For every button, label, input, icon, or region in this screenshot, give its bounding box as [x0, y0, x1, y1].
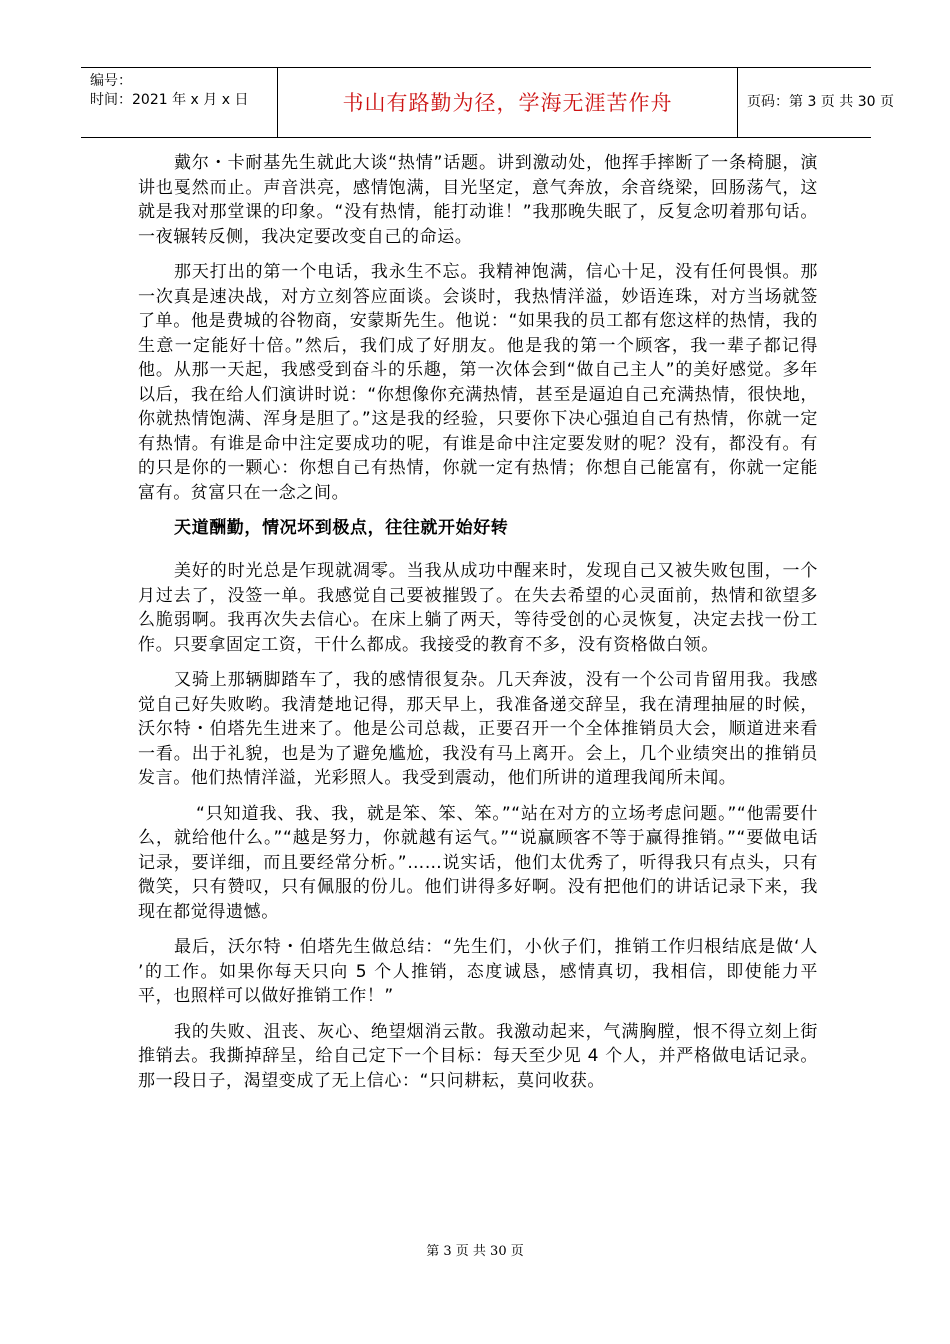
header-page-cell [737, 68, 894, 137]
section-heading: 天道酬勤，情况坏到极点，往往就开始好转 [174, 518, 509, 538]
document-body [138, 151, 818, 1104]
header-motto-cell [277, 68, 738, 137]
document-number-label: 编号： [90, 73, 132, 89]
paragraph-5: “只知道我、我、我，就是笨、笨、笨。”“站在对方的立场考虑问题。”“他需要什么，就给他什么。”“越是努力，你就越有运气。”“说赢顾客不等于赢得推销。”“要做电话记录，要详细，而且要经常分析。”……说实话，他们太优秀了，听得我只有点头，只有微笑，只有赞叹，只有佩服的份儿。他们讲得多好啊。没有把他们的讲话记录下来，我现在都觉得遗憾。 [138, 803, 818, 922]
page-footer: 第 3 页 共 30 页 [426, 1244, 524, 1259]
document-date-label: 时间：2021 年 x 月 x 日 [90, 92, 249, 108]
motto-text: 书山有路勤为径，学海无涯苦作舟 [342, 91, 673, 115]
paragraph-1: 戴尔・卡耐基先生就此大谈“热情”话题。讲到激动处，他挥手摔断了一条椅腿，演讲也戛然而止。声音洪亮，感情饱满，目光坚定，意气奔放，余音绕梁，回肠荡气，这就是我对那堂课的印象。“没有热情，能打动谁！”我那晚失眠了，反复念叨着那句话。一夜辗转反侧，我决定要改变自己的命运。 [138, 153, 818, 247]
paragraph-4: 又骑上那辆脚踏车了，我的感情很复杂。几天奔波，没有一个公司肯留用我。我感觉自己好失败哟。我清楚地记得，那天早上，我准备递交辞呈，我在清理抽屉的时候，沃尔特・伯塔先生进来了。他是公司总裁，正要召开一个全体推销员大会，顺道进来看一看。出于礼貌，也是为了避免尴尬，我没有马上离开。会上，几个业绩突出的推销员发言。他们热情洋溢，光彩照人。我受到震动，他们所讲的道理我闻所未闻。 [138, 670, 818, 788]
header-info-cell [81, 68, 277, 137]
header-page-number: 页码：第 3 页 共 30 页 [747, 94, 894, 110]
paragraph-6: 最后，沃尔特・伯塔先生做总结：“先生们，小伙子们，推销工作归根结底是做‘人 ’的工作。如果你每天只向 5 个人推销，态度诚恳，感情真切，我相信，即使能力平平，也照样可以做好推销工作！” [138, 937, 818, 1006]
paragraph-3: 美好的时光总是乍现就凋零。当我从成功中醒来时，发现自己又被失败包围，一个月过去了，没签一单。我感觉自己要被摧毁了。在失去希望的心灵面前，热情和欲望多么脆弱啊。我再次失去信心。在床上躺了两天，等待受创的心灵恢复，决定去找一份工作。只要拿固定工资，干什么都成。我接受的教育不多，没有资格做白领。 [138, 561, 818, 655]
page-header [81, 67, 894, 138]
paragraph-2: 那天打出的第一个电话，我永生不忘。我精神饱满，信心十足，没有任何畏惧。那一次真是速决战，对方立刻答应面谈。会谈时，我热情洋溢，妙语连珠，对方当场就签了单。他是费城的谷物商，安蒙斯先生。他说：“如果我的员工都有您这样的热情，我的生意一定能好十倍。”然后，我们成了好朋友。他是我的第一个顾客，我一辈子都记得他。从那一天起，我感受到奋斗的乐趣，第一次体会到“做自己主人”的美好感觉。多年以后，我在给人们演讲时说：“你想像你充满热情，甚至是逼迫自己充满热情，很快地，你就热情饱满、浑身是胆了。”这是我的经验，只要你下决心强迫自己有热情，你就一定有热情。有谁是命中注定要成功的呢，有谁是命中注定要发财的呢？没有，都没有。有的只是你的一颗心：你想自己有热情，你就一定有热情；你想自己能富有，你就一定能富有。贫富只在一念之间。 [138, 262, 818, 503]
paragraph-7: 我的失败、沮丧、灰心、绝望烟消云散。我激动起来，气满胸膛，恨不得立刻上街推销去。我撕掉辞呈，给自己定下一个目标：每天至少见 4 个人，并严格做电话记录。那一段日子，渴望变成了无上信心：“只问耕耘，莫问收获。 [138, 1021, 818, 1091]
